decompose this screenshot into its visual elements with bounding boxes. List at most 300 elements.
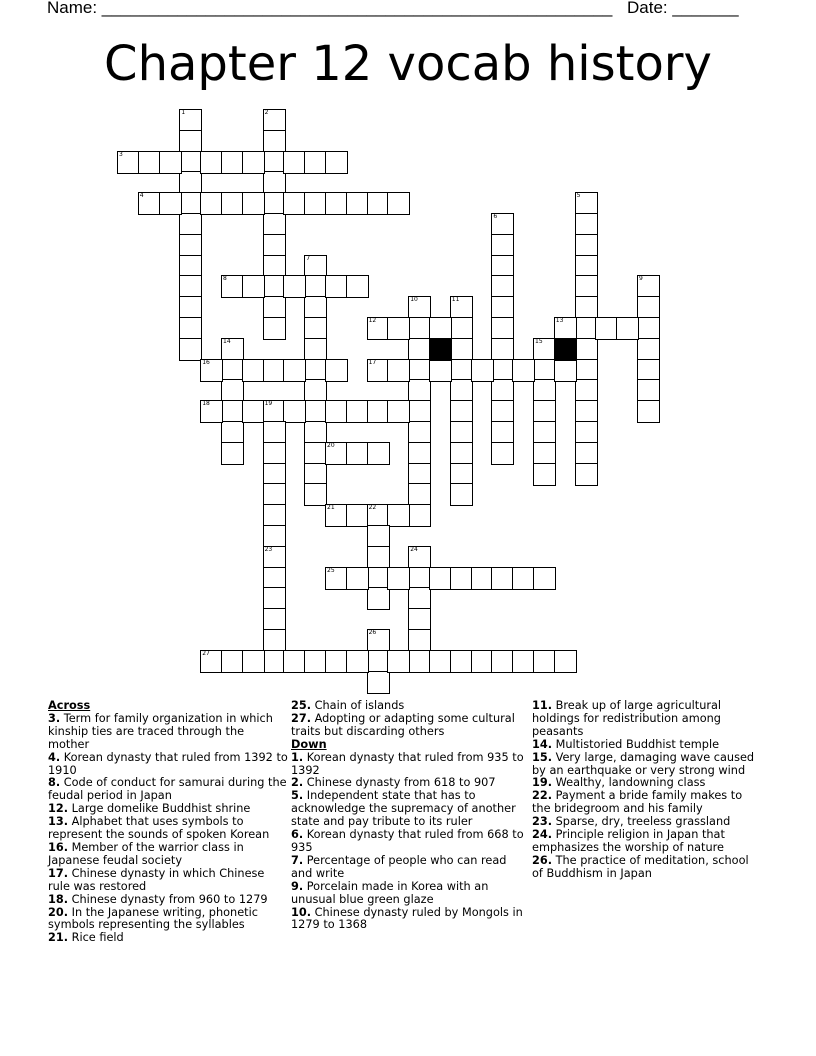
crossword-cell[interactable]	[491, 567, 514, 590]
crossword-cell[interactable]	[575, 192, 598, 215]
crossword-cell[interactable]	[637, 400, 660, 423]
crossword-cell[interactable]	[450, 421, 473, 444]
clue-text: Very large, damaging wave caused by an earthquake or very strong wind	[532, 750, 755, 777]
clue-text: Chinese dynasty from 618 to 907	[303, 776, 496, 790]
crossword-cell[interactable]	[304, 400, 327, 423]
clue-text: Rice field	[68, 931, 124, 945]
crossword-cell[interactable]	[575, 234, 598, 257]
crossword-cell[interactable]	[491, 379, 514, 402]
page-title: Chapter 12 vocab history	[104, 36, 712, 92]
crossword-cell[interactable]	[325, 275, 348, 298]
crossword-cell[interactable]	[367, 629, 390, 652]
crossword-cell[interactable]	[429, 359, 452, 382]
clue-num: 26.	[532, 853, 553, 867]
crossword-cell[interactable]	[263, 608, 286, 631]
crossword-cell[interactable]	[304, 192, 327, 215]
crossword-cell[interactable]	[325, 567, 348, 590]
crossword-cell[interactable]	[283, 151, 306, 174]
crossword-cell[interactable]	[450, 463, 473, 486]
crossword-cell[interactable]	[283, 359, 306, 382]
clue-text: Code of conduct for samurai during the feudal period in Japan	[48, 776, 287, 803]
crossword-cell[interactable]	[471, 567, 494, 590]
crossword-cell[interactable]	[637, 275, 660, 298]
crossword-cell[interactable]	[450, 400, 473, 423]
crossword-cell[interactable]	[304, 463, 327, 486]
crossword-cell[interactable]	[325, 442, 348, 465]
crossword-cell[interactable]	[408, 296, 431, 319]
crossword-cell[interactable]	[533, 421, 556, 444]
crossword-cell[interactable]	[387, 359, 410, 382]
clue-column-2	[291, 700, 526, 932]
clue-number: 10	[410, 296, 418, 304]
crossword-cell[interactable]	[242, 400, 265, 423]
crossword-cell[interactable]	[408, 587, 431, 610]
crossword-cell[interactable]	[637, 379, 660, 402]
clue-number: 4	[139, 192, 144, 200]
crossword-cell[interactable]	[304, 338, 327, 361]
crossword-cell[interactable]	[491, 296, 514, 319]
crossword-cell[interactable]	[179, 255, 202, 278]
crossword-cell[interactable]	[346, 192, 369, 215]
crossword-cell[interactable]	[408, 567, 431, 590]
clue-text: Chinese dynasty in which Chinese rule was restored	[48, 866, 265, 893]
clue-text: Alphabet that uses symbols to represent the sounds of spoken Korean	[48, 815, 270, 842]
crossword-cell[interactable]	[450, 650, 473, 673]
crossword-cell[interactable]	[367, 650, 390, 673]
clue-num: 19.	[532, 776, 553, 790]
crossword-cell[interactable]	[325, 192, 348, 215]
crossword-cell[interactable]	[221, 359, 244, 382]
crossword-cell[interactable]	[179, 151, 202, 174]
crossword-cell[interactable]	[408, 546, 431, 569]
clue-number: 3	[119, 150, 123, 158]
crossword-cell[interactable]	[595, 317, 618, 340]
clue-num: 6.	[291, 828, 304, 842]
crossword-cell[interactable]	[387, 650, 410, 673]
crossword-cell[interactable]	[367, 587, 390, 610]
crossword-cell[interactable]	[408, 400, 431, 423]
crossword-cell[interactable]	[575, 213, 598, 236]
crossword-cell[interactable]	[637, 359, 660, 382]
crossword-cell[interactable]	[304, 442, 327, 465]
down-clue	[532, 855, 762, 881]
clue-number: 22	[368, 504, 377, 512]
crossword-cell[interactable]	[304, 650, 327, 673]
clue-number: 13	[555, 317, 564, 324]
crossword-cell[interactable]	[263, 650, 286, 673]
crossword-cell[interactable]	[554, 359, 577, 382]
crossword-cell[interactable]	[200, 650, 223, 673]
clue-num: 21.	[48, 931, 69, 945]
across-heading: Across	[48, 699, 91, 712]
crossword-cell[interactable]	[450, 442, 473, 465]
crossword-cell[interactable]	[408, 504, 431, 527]
clue-number: 17	[368, 358, 377, 366]
crossword-cell[interactable]	[367, 400, 390, 423]
clue-text: Percentage of people who can read and write	[291, 853, 507, 880]
crossword-cell[interactable]	[367, 359, 390, 382]
clue-text: Sparse, dry, treeless grassland	[552, 815, 731, 829]
crossword-cell[interactable]	[263, 587, 286, 610]
crossword-cell[interactable]	[637, 317, 660, 340]
clue-number: 8	[223, 275, 227, 283]
crossword-cell[interactable]	[263, 525, 286, 548]
crossword-cell[interactable]	[387, 317, 410, 340]
crossword-cell[interactable]	[221, 442, 244, 465]
crossword-cell[interactable]	[242, 359, 265, 382]
clue-num: 4.	[48, 750, 61, 764]
crossword-cell[interactable]	[471, 359, 494, 382]
crossword-cell[interactable]	[263, 567, 286, 590]
crossword-cell[interactable]	[200, 151, 223, 174]
crossword-cell[interactable]	[263, 171, 286, 194]
crossword-cell[interactable]	[263, 546, 286, 569]
crossword-cell[interactable]	[429, 567, 452, 590]
clue-text: Korean dynasty that ruled from 935 to 1392	[291, 750, 524, 777]
crossword-cell[interactable]	[408, 317, 431, 340]
crossword-cell[interactable]	[263, 317, 286, 340]
crossword-cell[interactable]	[367, 525, 390, 548]
crossword-cell[interactable]	[221, 421, 244, 444]
clue-list	[0, 700, 816, 1000]
down-clue	[291, 855, 526, 881]
crossword-cell[interactable]	[159, 151, 182, 174]
clue-number: 9	[639, 275, 643, 283]
crossword-cell[interactable]	[491, 650, 514, 673]
crossword-cell[interactable]	[263, 463, 286, 486]
clue-text: Principle religion in Japan that emphasizes the worship of nature	[532, 828, 725, 854]
crossword-cell[interactable]	[283, 275, 306, 298]
crossword-cell[interactable]	[138, 151, 161, 174]
crossword-cell[interactable]	[367, 192, 390, 215]
crossword-cell[interactable]	[387, 400, 410, 423]
crossword-cell[interactable]	[450, 483, 473, 506]
clue-number: 7	[306, 254, 311, 262]
clue-text: Multistoried Buddhist temple	[552, 737, 720, 751]
crossword-cell[interactable]	[221, 275, 244, 298]
clue-num: 10.	[291, 905, 312, 919]
crossword-cell[interactable]	[450, 379, 473, 402]
crossword-cell[interactable]	[221, 338, 244, 361]
crossword-cell[interactable]	[408, 421, 431, 444]
crossword-cell[interactable]	[408, 650, 431, 673]
crossword-cell[interactable]	[242, 151, 265, 174]
crossword-cell[interactable]	[367, 567, 390, 590]
crossword-cell[interactable]	[429, 317, 452, 340]
clue-text: Chinese dynasty ruled by Mongols in 1279 to 1368	[291, 905, 523, 932]
date-field-label[interactable]: Date: _______	[627, 0, 739, 17]
crossword-cell[interactable]	[367, 671, 390, 694]
crossword-cell[interactable]	[283, 192, 306, 215]
crossword-cell[interactable]	[575, 296, 598, 319]
crossword-cell[interactable]	[263, 213, 286, 236]
crossword-cell[interactable]	[263, 483, 286, 506]
crossword-cell[interactable]	[304, 296, 327, 319]
crossword-cell[interactable]	[242, 275, 265, 298]
across-clue	[48, 868, 288, 894]
crossword-cell[interactable]	[491, 255, 514, 278]
clue-text: Large domelike Buddhist shrine	[68, 802, 251, 816]
crossword-cell[interactable]	[304, 255, 327, 278]
crossword-cell[interactable]	[575, 338, 598, 361]
crossword-cell[interactable]	[242, 650, 265, 673]
clue-num: 5.	[291, 789, 304, 803]
clue-num: 22.	[532, 789, 553, 803]
crossword-cell[interactable]	[575, 317, 598, 340]
across-clue	[48, 777, 288, 803]
clue-text: Member of the warrior class in Japanese feudal society	[48, 840, 244, 867]
crossword-cell[interactable]	[575, 379, 598, 402]
crossword-cell[interactable]	[450, 567, 473, 590]
crossword-cell[interactable]	[346, 650, 369, 673]
crossword-cell[interactable]	[263, 130, 286, 153]
clue-number: 27	[202, 649, 210, 657]
crossword-cell[interactable]	[304, 379, 327, 402]
name-field-label[interactable]: Name: ______________________________________________________	[47, 0, 613, 17]
clue-number: 12	[368, 317, 377, 324]
crossword-cell[interactable]	[263, 151, 286, 174]
clue-number: 15	[535, 337, 543, 345]
crossword-cell[interactable]	[263, 296, 286, 319]
crossword-cell[interactable]	[263, 109, 286, 132]
crossword-cell[interactable]	[533, 359, 556, 382]
crossword-cell[interactable]	[221, 650, 244, 673]
clue-text: Payment a bride family makes to the bridegroom and his family	[532, 789, 743, 816]
clue-number: 26	[368, 629, 377, 636]
across-clue	[48, 932, 288, 945]
clue-number: 19	[264, 400, 273, 408]
down-clue	[291, 881, 526, 907]
crossword-cell[interactable]	[408, 359, 431, 382]
crossword-cell[interactable]	[408, 608, 431, 631]
crossword-cell[interactable]	[533, 442, 556, 465]
crossword-cell[interactable]	[179, 213, 202, 236]
clue-num: 18.	[48, 892, 69, 906]
crossword-cell[interactable]	[408, 629, 431, 652]
crossword-cell[interactable]	[575, 255, 598, 278]
clue-num: 8.	[48, 776, 61, 790]
crossword-cell[interactable]	[346, 567, 369, 590]
crossword-cell[interactable]	[533, 338, 556, 361]
crossword-cell[interactable]	[221, 151, 244, 174]
crossword-cell[interactable]	[263, 504, 286, 527]
clue-number: 24	[410, 545, 418, 553]
crossword-cell[interactable]	[200, 400, 223, 423]
crossword-cell[interactable]	[491, 421, 514, 444]
crossword-cell[interactable]	[491, 213, 514, 236]
crossword-cell[interactable]	[450, 296, 473, 319]
clue-num: 20.	[48, 905, 69, 919]
crossword-cell[interactable]	[554, 317, 577, 340]
crossword-cell[interactable]	[575, 463, 598, 486]
clue-text: Chain of islands	[311, 699, 405, 712]
crossword-cell[interactable]	[346, 400, 369, 423]
crossword-cell[interactable]	[450, 317, 473, 340]
crossword-cell[interactable]	[533, 567, 556, 590]
clue-num: 15.	[532, 750, 553, 764]
crossword-cell[interactable]	[575, 275, 598, 298]
down-clue	[291, 907, 526, 933]
down-clue	[291, 790, 526, 829]
crossword-cell[interactable]	[533, 650, 556, 673]
crossword-cell[interactable]	[304, 483, 327, 506]
crossword-cell[interactable]	[450, 359, 473, 382]
crossword-cell[interactable]	[200, 359, 223, 382]
crossword-cell[interactable]	[408, 379, 431, 402]
crossword-cell[interactable]	[304, 317, 327, 340]
crossword-cell[interactable]	[367, 317, 390, 340]
clue-number: 1	[181, 109, 186, 116]
crossword-cell[interactable]	[387, 567, 410, 590]
clue-num: 24.	[532, 828, 553, 842]
clue-column-1	[48, 700, 288, 945]
crossword-cell[interactable]	[512, 359, 535, 382]
crossword-cell[interactable]	[512, 650, 535, 673]
clue-text: In the Japanese writing, phonetic symbols representing the syllables	[48, 905, 258, 932]
across-clue	[48, 713, 288, 752]
crossword-cell[interactable]	[512, 567, 535, 590]
crossword-cell[interactable]	[179, 109, 202, 132]
down-clue	[532, 790, 762, 816]
clue-number: 20	[327, 441, 335, 449]
crossword-black-cell	[554, 338, 577, 361]
clue-num: 2.	[291, 776, 304, 790]
crossword-cell[interactable]	[179, 296, 202, 319]
crossword-cell[interactable]	[304, 359, 327, 382]
crossword-cell[interactable]	[179, 234, 202, 257]
clue-num: 11.	[532, 699, 553, 712]
crossword-cell[interactable]	[263, 629, 286, 652]
clue-num: 16.	[48, 840, 69, 854]
crossword-cell[interactable]	[575, 400, 598, 423]
crossword-cell[interactable]	[138, 192, 161, 215]
crossword-cell[interactable]	[304, 275, 327, 298]
crossword-cell[interactable]	[491, 359, 514, 382]
crossword-cell[interactable]	[283, 400, 306, 423]
crossword-cell[interactable]	[117, 151, 140, 174]
clue-number: 11	[451, 296, 460, 304]
down-clue	[532, 700, 762, 739]
crossword-cell[interactable]	[346, 275, 369, 298]
clue-number: 6	[493, 213, 498, 220]
crossword-cell[interactable]	[408, 483, 431, 506]
across-clue	[48, 842, 288, 868]
crossword-cell[interactable]	[346, 504, 369, 527]
crossword-cell[interactable]	[367, 504, 390, 527]
clue-text: Adopting or adapting some cultural traits but discarding others	[291, 711, 515, 738]
crossword-cell[interactable]	[491, 442, 514, 465]
clue-num: 25.	[291, 699, 312, 712]
crossword-cell[interactable]	[221, 400, 244, 423]
crossword-cell[interactable]	[387, 504, 410, 527]
crossword-cell[interactable]	[533, 463, 556, 486]
across-clue	[291, 713, 526, 739]
across-clue	[48, 752, 288, 778]
crossword-cell[interactable]	[304, 151, 327, 174]
crossword-cell[interactable]	[346, 442, 369, 465]
crossword-cell[interactable]	[179, 338, 202, 361]
crossword-cell[interactable]	[533, 379, 556, 402]
crossword-cell[interactable]	[491, 275, 514, 298]
clue-number: 18	[202, 400, 210, 408]
crossword-cell[interactable]	[429, 650, 452, 673]
crossword-cell[interactable]	[325, 359, 348, 382]
crossword-cell[interactable]	[367, 546, 390, 569]
clue-text: Break up of large agricultural holdings for redistribution among peasants	[532, 699, 722, 738]
down-clue	[532, 752, 762, 778]
crossword-cell[interactable]	[408, 463, 431, 486]
crossword-cell[interactable]	[200, 192, 223, 215]
crossword-cell[interactable]	[263, 442, 286, 465]
clue-number: 14	[223, 337, 231, 345]
clue-text: The practice of meditation, school of Buddhism in Japan	[532, 853, 749, 880]
crossword-cell[interactable]	[179, 317, 202, 340]
crossword-cell[interactable]	[221, 192, 244, 215]
crossword-cell[interactable]	[554, 650, 577, 673]
crossword-cell[interactable]	[179, 275, 202, 298]
crossword-cell[interactable]	[325, 400, 348, 423]
clue-num: 23.	[532, 815, 553, 829]
crossword-cell[interactable]	[263, 359, 286, 382]
crossword-cell[interactable]	[221, 379, 244, 402]
crossword-cell[interactable]	[263, 400, 286, 423]
crossword-cell[interactable]	[159, 192, 182, 215]
down-clue	[291, 829, 526, 855]
crossword-cell[interactable]	[325, 504, 348, 527]
crossword-cell[interactable]	[408, 338, 431, 361]
crossword-cell[interactable]	[491, 338, 514, 361]
crossword-cell[interactable]	[263, 255, 286, 278]
crossword-cell[interactable]	[575, 442, 598, 465]
crossword-cell[interactable]	[283, 650, 306, 673]
crossword-cell[interactable]	[263, 275, 286, 298]
clue-text: Independent state that has to acknowledge the supremacy of another state and pay tribute to its ruler	[291, 789, 516, 829]
clue-number: 23	[264, 545, 273, 553]
crossword-cell[interactable]	[637, 338, 660, 361]
crossword-cell[interactable]	[263, 234, 286, 257]
crossword-cell[interactable]	[491, 234, 514, 257]
crossword-cell[interactable]	[575, 421, 598, 444]
crossword-black-cell	[429, 338, 452, 361]
crossword-cell[interactable]	[325, 650, 348, 673]
crossword-cell[interactable]	[616, 317, 639, 340]
crossword-cell[interactable]	[575, 359, 598, 382]
crossword-cell[interactable]	[179, 130, 202, 153]
crossword-cell[interactable]	[263, 192, 286, 215]
crossword-cell[interactable]	[408, 442, 431, 465]
clue-text: Korean dynasty that ruled from 668 to 935	[291, 828, 524, 854]
crossword-cell[interactable]	[263, 421, 286, 444]
crossword-cell[interactable]	[491, 400, 514, 423]
clue-number: 25	[327, 566, 335, 574]
crossword-cell[interactable]	[450, 338, 473, 361]
crossword-cell[interactable]	[325, 151, 348, 174]
crossword-cell[interactable]	[242, 192, 265, 215]
clue-num: 27.	[291, 711, 312, 725]
crossword-cell[interactable]	[471, 650, 494, 673]
clue-text: Porcelain made in Korea with an unusual blue green glaze	[291, 879, 489, 906]
crossword-cell[interactable]	[533, 400, 556, 423]
crossword-cell[interactable]	[367, 442, 390, 465]
clue-num: 14.	[532, 737, 553, 751]
crossword-cell[interactable]	[179, 171, 202, 194]
crossword-cell[interactable]	[637, 296, 660, 319]
clue-num: 7.	[291, 853, 304, 867]
crossword-cell[interactable]	[387, 192, 410, 215]
crossword-cell[interactable]	[304, 421, 327, 444]
crossword-cell[interactable]	[491, 317, 514, 340]
crossword-cell[interactable]	[179, 192, 202, 215]
